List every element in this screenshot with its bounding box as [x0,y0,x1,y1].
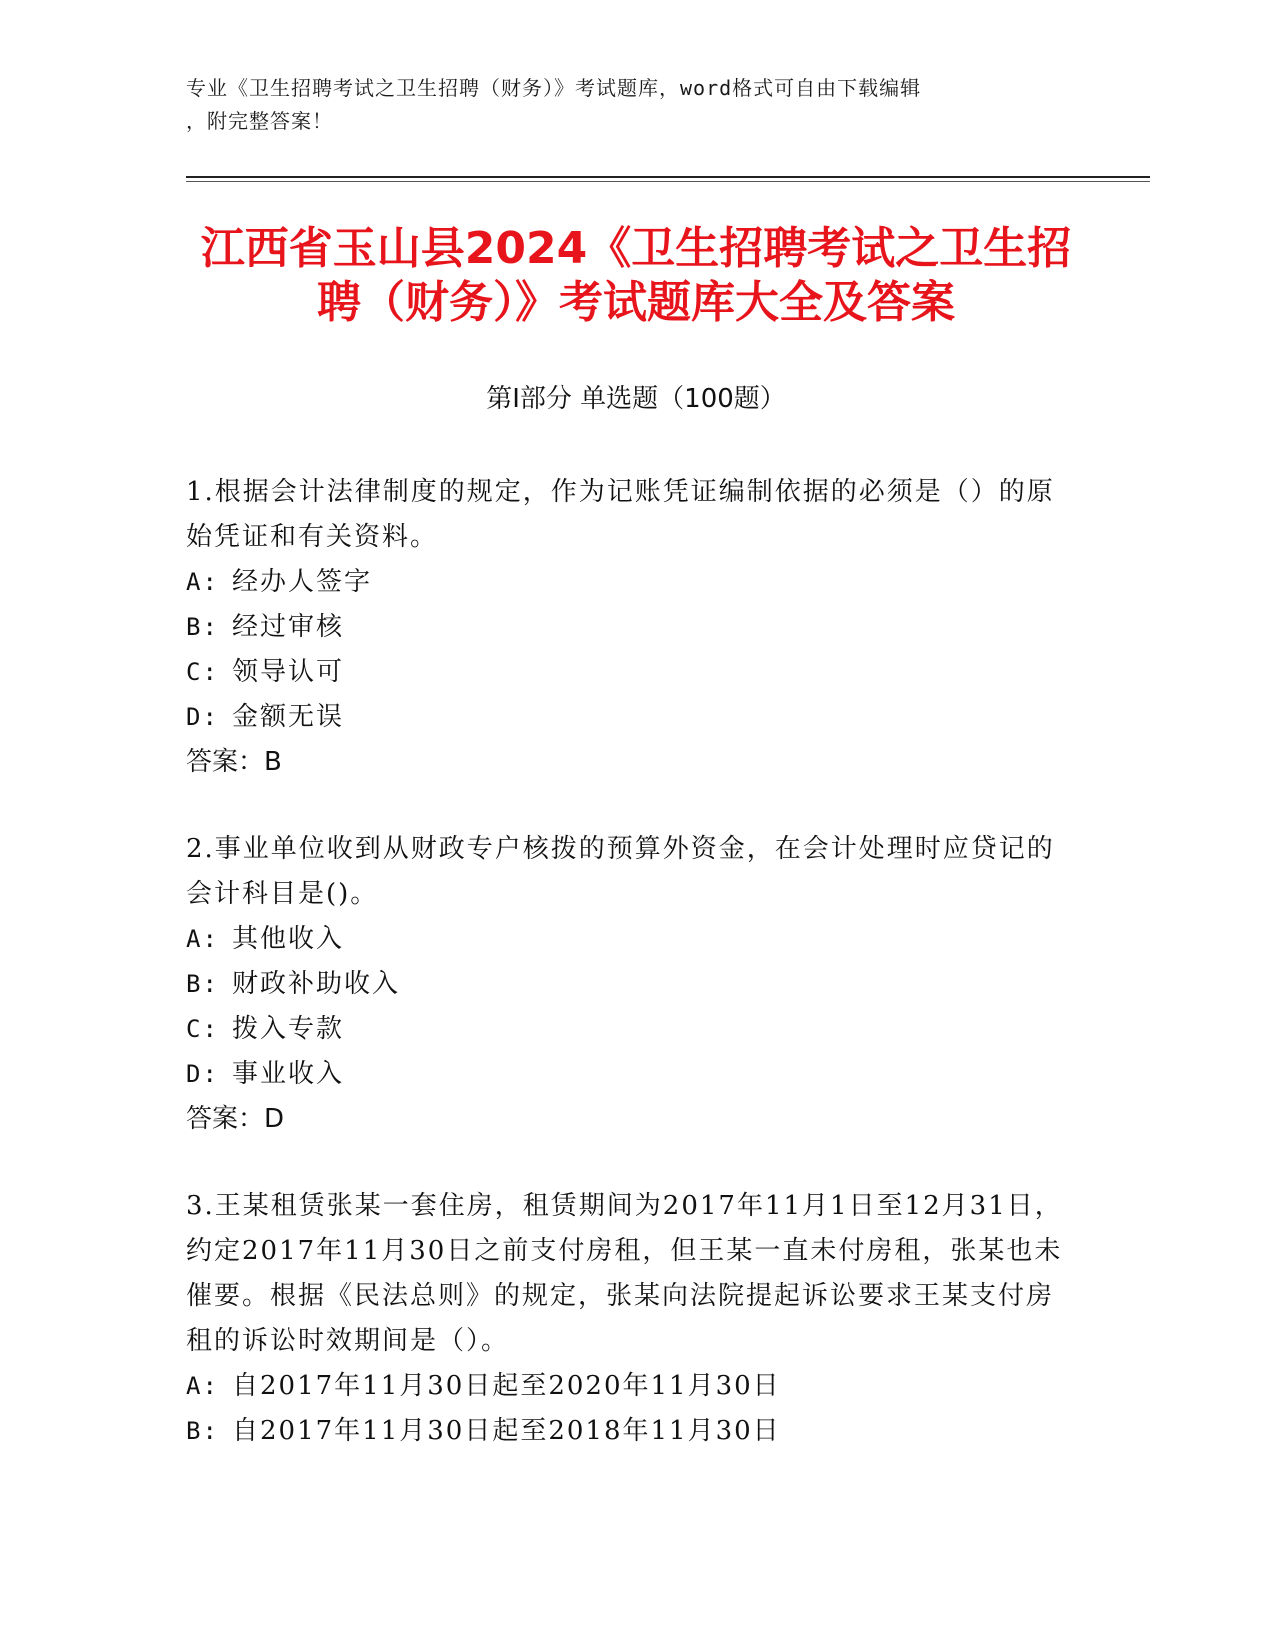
header-divider-thin [186,181,1150,182]
option-c [186,1007,1066,1052]
option-key: C: [186,658,219,686]
option-key: B: [186,970,219,998]
question-2 [186,827,1066,1142]
question-3 [186,1184,1066,1454]
option-key: D: [186,703,219,731]
answer-label: 答案：B [186,747,282,777]
option-b [186,1409,1066,1454]
question-stem: 1.根据会计法律制度的规定，作为记账凭证编制依据的必须是（）的原始凭证和有关资料。 [186,477,1055,552]
option-b [186,605,1066,650]
option-b [186,962,1066,1007]
header-note [186,72,1076,138]
document-title [186,222,1086,330]
option-text: 自2017年11月30日起至2020年11月30日 [232,1371,781,1401]
header-divider-thick [186,176,1150,178]
option-a [186,560,1066,605]
answer-label: 答案：D [186,1104,285,1134]
option-c [186,650,1066,695]
document-title-line-1: 江西省玉山县2024《卫生招聘考试之卫生招 [200,223,1072,274]
option-text: 领导认可 [232,657,345,687]
option-text: 其他收入 [232,924,345,954]
section-heading: 第Ⅰ部分 单选题（100题） [486,384,786,414]
option-key: B: [186,1417,219,1445]
question-list [186,470,1066,1496]
option-text: 金额无误 [232,702,345,732]
header-note-line-1: 专业《卫生招聘考试之卫生招聘（财务）》考试题库，word格式可自由下载编辑 [186,76,922,100]
option-key: A: [186,568,219,596]
option-key: D: [186,1060,219,1088]
document-title-line-2: 聘（财务）》考试题库大全及答案 [317,277,955,328]
option-key: A: [186,925,219,953]
option-a [186,917,1066,962]
option-text: 经过审核 [232,612,345,642]
option-d [186,695,1066,740]
option-text: 拨入专款 [232,1014,345,1044]
question-1 [186,470,1066,785]
option-key: C: [186,1015,219,1043]
option-text: 事业收入 [232,1059,345,1089]
option-key: B: [186,613,219,641]
option-text: 财政补助收入 [232,969,401,999]
header-note-line-2: ，附完整答案！ [186,109,333,133]
option-key: A: [186,1372,219,1400]
question-stem: 2.事业单位收到从财政专户核拨的预算外资金，在会计处理时应贷记的会计科目是()。 [186,834,1055,909]
option-text: 经办人签字 [232,567,373,597]
question-stem: 3.王某租赁张某一套住房，租赁期间为2017年11月1日至12月31日，约定2017年11月30日之前支付房租，但王某一直未付房租，张某也未催要。根据《民法总则》的规定，张某向法院提起诉讼要求王某支付房租的诉讼时效期间是（）。 [186,1191,1063,1356]
option-d [186,1052,1066,1097]
option-a [186,1364,1066,1409]
option-text: 自2017年11月30日起至2018年11月30日 [232,1416,781,1446]
